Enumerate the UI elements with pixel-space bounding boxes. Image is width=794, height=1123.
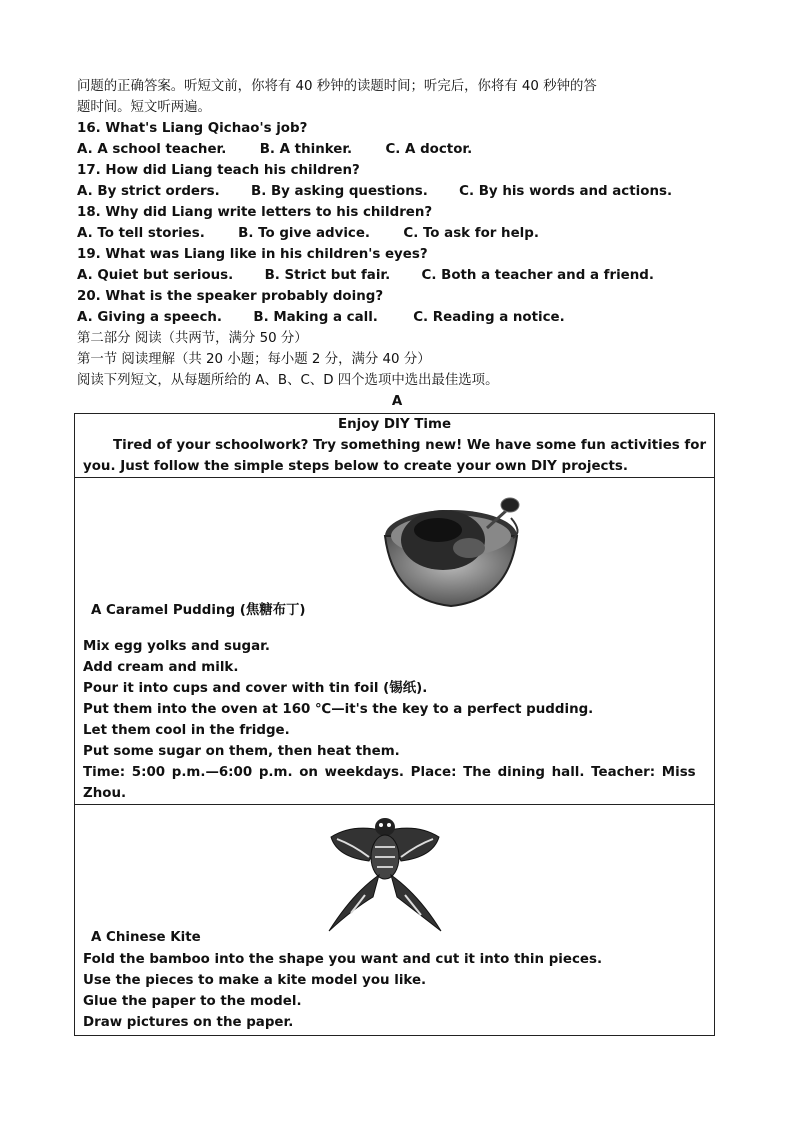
intro-line-2: 题时间。短文听两遍。 [77, 100, 211, 115]
pudding-title: A Caramel Pudding (焦糖布丁) [91, 603, 306, 618]
diy-box [74, 413, 715, 1036]
options-20 [77, 307, 565, 328]
intro-line-1: 问题的正确答案。听短文前，你将有 40 秒钟的读题时间；听完后，你将有 40 秒钟的答 [77, 79, 597, 94]
option-a: A. A school teacher. [77, 142, 227, 157]
section1-title: 第一节 阅读理解（共 20 小题；每小题 2 分，满分 40 分） [77, 352, 431, 367]
pudding-step: Pour it into cups and cover with tin foil (锡纸). [83, 681, 428, 696]
question-18: 18. Why did Liang write letters to his children? [77, 205, 433, 220]
pudding-step: Let them cool in the fridge. [83, 723, 290, 738]
option-a: A. By strict orders. [77, 184, 220, 199]
option-c: C. To ask for help. [403, 226, 539, 241]
question-16: 16. What's Liang Qichao's job? [77, 121, 308, 136]
pudding-step: Put some sugar on them, then heat them. [83, 744, 400, 759]
kite-step: Draw pictures on the paper. [83, 1015, 294, 1030]
option-c: C. A doctor. [385, 142, 473, 157]
option-a: A. Giving a speech. [77, 310, 223, 325]
option-b: B. By asking questions. [251, 184, 428, 199]
question-20: 20. What is the speaker probably doing? [77, 289, 384, 304]
option-b: B. A thinker. [259, 142, 353, 157]
options-19 [77, 265, 654, 286]
kite-steps [83, 945, 706, 1033]
option-c: C. Reading a notice. [413, 310, 565, 325]
diy-header-cell [75, 414, 715, 478]
kite-step: Use the pieces to make a kite model you like. [83, 973, 427, 988]
diy-intro-2: you. Just follow the simple steps below to create your own DIY projects. [83, 459, 628, 474]
options-17 [77, 181, 672, 202]
diy-intro-1: Tired of your schoolwork? Try something new! We have some fun activities for [113, 438, 707, 453]
question-19: 19. What was Liang like in his children's eyes? [77, 247, 428, 262]
pudding-step: Put them into the oven at 160 ℃—it's the key to a perfect pudding. [83, 702, 594, 717]
option-b: B. Making a call. [253, 310, 378, 325]
pudding-time-line-2: Zhou. [83, 786, 127, 801]
options-16 [77, 139, 472, 160]
pudding-cell [75, 478, 715, 805]
pudding-step: Mix egg yolks and sugar. [83, 639, 270, 654]
passage-label: A [391, 394, 403, 409]
chinese-kite-image [323, 813, 447, 937]
pudding-step: Add cream and milk. [83, 660, 239, 675]
option-c: C. By his words and actions. [459, 184, 673, 199]
kite-title: A Chinese Kite [91, 930, 201, 945]
kite-step: Glue the paper to the model. [83, 994, 302, 1009]
option-c: C. Both a teacher and a friend. [421, 268, 654, 283]
question-17: 17. How did Liang teach his children? [77, 163, 360, 178]
kite-step: Fold the bamboo into the shape you want and cut it into thin pieces. [83, 952, 603, 967]
option-a: A. To tell stories. [77, 226, 205, 241]
option-b: B. To give advice. [238, 226, 371, 241]
diy-title: Enjoy DIY Time [337, 417, 452, 432]
kite-cell [75, 805, 715, 1036]
option-a: A. Quiet but serious. [77, 268, 234, 283]
options-18 [77, 223, 539, 244]
pudding-time-line-1: Time: 5:00 p.m.—6:00 p.m. on weekdays. Place: The dining hall. Teacher: Miss [83, 765, 696, 780]
pudding-steps [83, 626, 706, 804]
caramel-pudding-image [383, 488, 528, 612]
reading-instruction: 阅读下列短文，从每题所给的 A、B、C、D 四个选项中选出最佳选项。 [77, 373, 499, 388]
part2-title: 第二部分 阅读（共两节，满分 50 分） [77, 331, 308, 346]
option-b: B. Strict but fair. [264, 268, 391, 283]
